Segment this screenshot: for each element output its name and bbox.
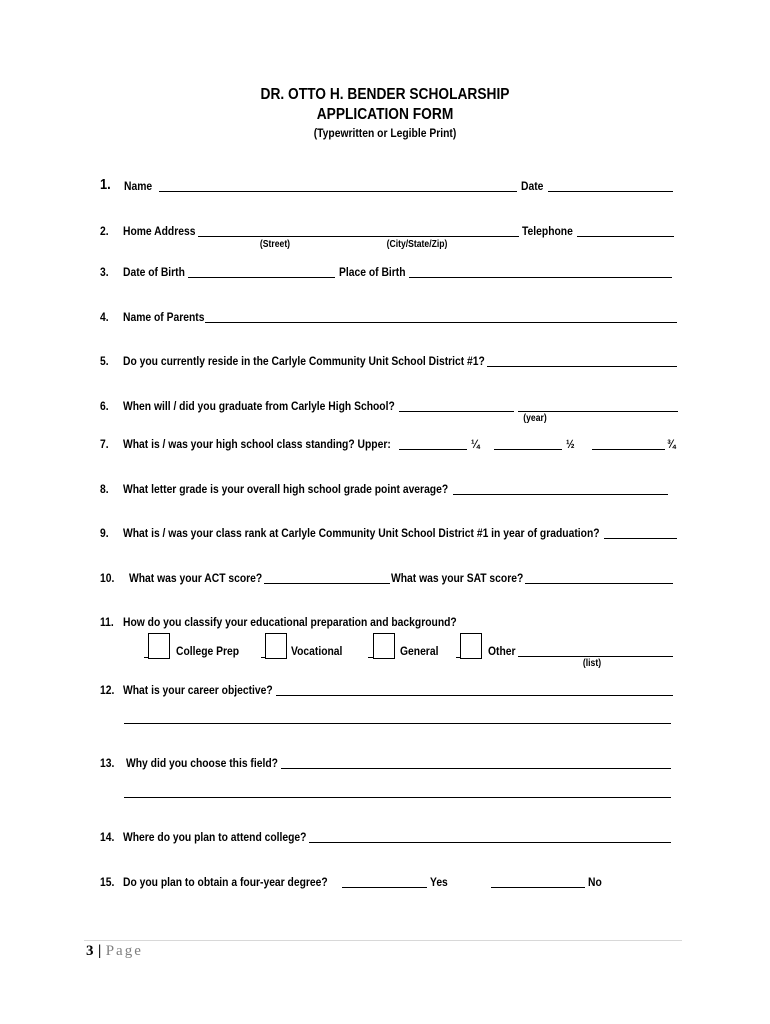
career-objective-field-line-2[interactable]: [124, 723, 671, 724]
q2-number: 2.: [100, 224, 109, 238]
q15-number: 15.: [100, 875, 115, 889]
district-resident-field[interactable]: [487, 366, 677, 367]
q6-label: When will / did you graduate from Carlyle High School?: [123, 399, 395, 413]
q3-number: 3.: [100, 265, 109, 279]
q12-label: What is your career objective?: [123, 683, 273, 697]
q13-label: Why did you choose this field?: [126, 756, 278, 770]
graduation-field[interactable]: [399, 411, 514, 412]
upper-half-field[interactable]: [494, 449, 562, 450]
q13-number: 13.: [100, 756, 115, 770]
upper-three-quarter-field[interactable]: [592, 449, 665, 450]
form-subtitle: APPLICATION FORM: [316, 106, 454, 123]
page-number: 3: [86, 943, 94, 959]
q5-label: Do you currently reside in the Carlyle Community Unit School District #1?: [123, 354, 485, 368]
place-of-birth-field[interactable]: [409, 277, 672, 278]
graduation-year-field[interactable]: [518, 411, 678, 412]
college-prep-label: College Prep: [176, 644, 240, 658]
year-hint: (year): [523, 413, 547, 424]
four-year-yes-field[interactable]: [342, 887, 427, 888]
half-label: ½: [566, 437, 575, 451]
q15-label: Do you plan to obtain a four-year degree?: [123, 875, 328, 889]
list-hint: (list): [582, 658, 602, 669]
college-prep-checkbox[interactable]: [148, 633, 170, 659]
college-plan-field[interactable]: [309, 842, 671, 843]
form-title: DR. OTTO H. BENDER SCHOLARSHIP: [260, 86, 510, 103]
city-state-zip-hint: (City/State/Zip): [386, 239, 448, 250]
vocational-checkbox[interactable]: [265, 633, 287, 659]
date-of-birth-field[interactable]: [188, 277, 335, 278]
q6-number: 6.: [100, 399, 109, 413]
general-label: General: [400, 644, 439, 658]
q9-number: 9.: [100, 526, 109, 540]
page-separator: |: [97, 943, 102, 959]
page-word: Page: [105, 943, 143, 959]
q4-label: Name of Parents: [123, 310, 205, 324]
telephone-field[interactable]: [577, 236, 674, 237]
form-instructions: (Typewritten or Legible Print): [313, 126, 457, 140]
q7-number: 7.: [100, 437, 109, 451]
q5-number: 5.: [100, 354, 109, 368]
q9-label: What is / was your class rank at Carlyle Community Unit School District #1 in year of graduation?: [123, 526, 600, 540]
gpa-field[interactable]: [453, 494, 668, 495]
three-quarter-label: ¾: [667, 437, 676, 451]
quarter-label: ¼: [471, 437, 480, 451]
page-footer: [86, 942, 143, 960]
sat-score-field[interactable]: [525, 583, 673, 584]
q3-pob-label: Place of Birth: [339, 265, 406, 279]
general-checkbox[interactable]: [373, 633, 395, 659]
q14-number: 14.: [100, 830, 115, 844]
name-of-parents-field[interactable]: [205, 322, 677, 323]
footer-divider: [84, 940, 682, 941]
career-objective-field[interactable]: [276, 695, 673, 696]
q11-label: How do you classify your educational preparation and background?: [123, 615, 457, 629]
q3-dob-label: Date of Birth: [123, 265, 185, 279]
q2-telephone-label: Telephone: [522, 224, 573, 238]
four-year-no-field[interactable]: [491, 887, 585, 888]
q14-label: Where do you plan to attend college?: [123, 830, 307, 844]
q4-number: 4.: [100, 310, 109, 324]
q10-sat-label: What was your SAT score?: [391, 571, 524, 585]
q10-number: 10.: [100, 571, 115, 585]
name-field[interactable]: [159, 191, 517, 192]
home-address-field[interactable]: [198, 236, 519, 237]
q8-label: What letter grade is your overall high school grade point average?: [123, 482, 449, 496]
q1-name-label: Name: [124, 179, 153, 193]
street-hint: (Street): [259, 239, 291, 250]
other-label: Other: [488, 644, 516, 658]
date-field[interactable]: [548, 191, 673, 192]
yes-label: Yes: [430, 875, 448, 889]
act-score-field[interactable]: [264, 583, 390, 584]
q7-label: What is / was your high school class standing? Upper:: [123, 437, 391, 451]
no-label: No: [588, 875, 602, 889]
field-reason-field-line-2[interactable]: [124, 797, 671, 798]
q8-number: 8.: [100, 482, 109, 496]
q1-date-label: Date: [521, 179, 544, 193]
q12-number: 12.: [100, 683, 115, 697]
field-reason-field[interactable]: [281, 768, 671, 769]
class-rank-field[interactable]: [604, 538, 677, 539]
q11-number: 11.: [100, 615, 114, 629]
other-checkbox[interactable]: [460, 633, 482, 659]
q2-address-label: Home Address: [123, 224, 196, 238]
q1-number: 1.: [100, 176, 111, 193]
vocational-label: Vocational: [291, 644, 343, 658]
q10-act-label: What was your ACT score?: [129, 571, 263, 585]
other-list-field[interactable]: [518, 656, 673, 657]
upper-quarter-field[interactable]: [399, 449, 467, 450]
